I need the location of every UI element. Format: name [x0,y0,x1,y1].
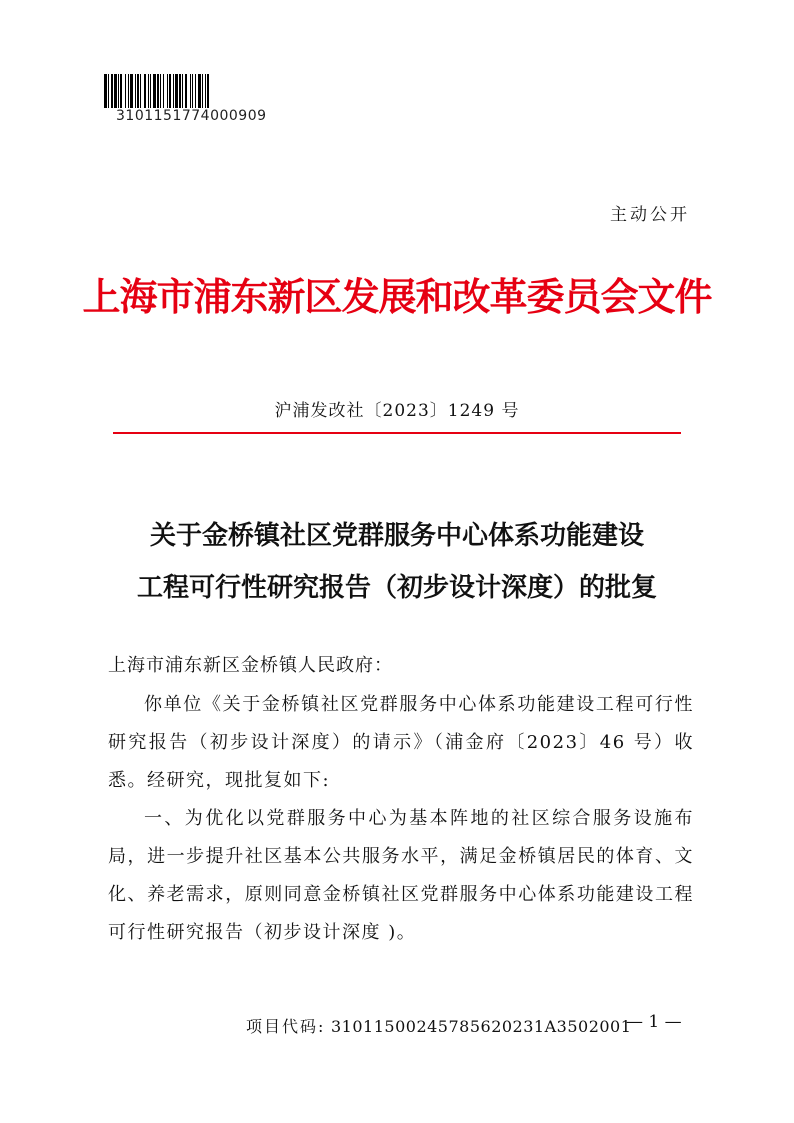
page-number: — 1 — [626,1012,682,1032]
body-paragraph-2: 一、为优化以党群服务中心为基本阵地的社区综合服务设施布局，进一步提升社区基本公共服务水平，满足金桥镇居民的体育、文化、养老需求，原则同意金桥镇社区党群服务中心体系功能建设工程可行性研究报告（初步设计深度 )。 [108,808,694,943]
title-line-1: 关于金桥镇社区党群服务中心体系功能建设 [149,521,644,551]
disclosure-label: 主动公开 [610,205,690,225]
document-title [96,510,698,614]
document-number: 沪浦发改社〔2023〕1249 号 [274,401,520,421]
addressee: 上海市浦东新区金桥镇人民政府： [108,655,393,676]
barcode [104,74,294,108]
project-code [246,1014,631,1037]
project-code-label: 项目代码: [246,1017,326,1036]
issuing-authority-masthead: 上海市浦东新区发展和改革委员会文件 [82,274,712,319]
project-code-value: 31011500245785620231A3502001 [331,1017,632,1036]
barcode-bar [207,74,209,108]
barcode-number: 3101151774000909 [116,108,267,124]
red-divider-line [113,432,681,434]
body-paragraph-1: 你单位《关于金桥镇社区党群服务中心体系功能建设工程可行性研究报告（初步设计深度）的请示》（浦金府〔2023〕46 号）收悉。经研究，现批复如下: [108,694,694,791]
title-line-2: 工程可行性研究报告（初步设计深度）的批复 [136,573,657,603]
